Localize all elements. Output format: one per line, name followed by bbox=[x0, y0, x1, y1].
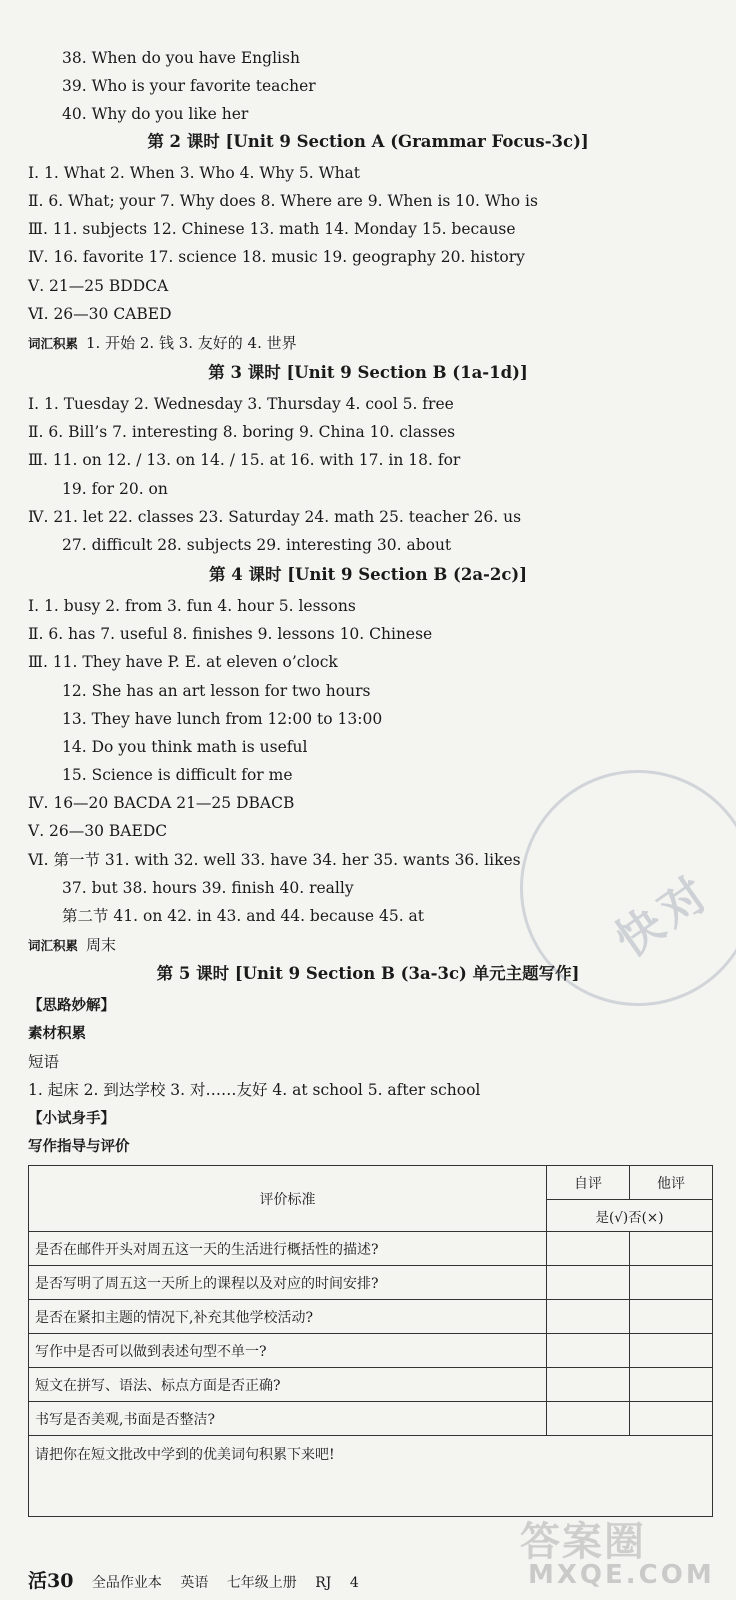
try-label: 【小试身手】 bbox=[28, 1110, 115, 1127]
stamp-text: 快对 bbox=[605, 863, 722, 968]
answer-line: 12. She has an art lesson for two hours bbox=[62, 682, 371, 700]
answer-line: 13. They have lunch from 12:00 to 13:00 bbox=[62, 710, 383, 728]
phrases-line: 1. 起床 2. 到达学校 3. 对……友好 4. at school 5. after school bbox=[28, 1081, 481, 1099]
watermark-logo: 答案圈 bbox=[520, 1518, 646, 1565]
criteria-cell: 是否写明了周五这一天所上的课程以及对应的时间安排? bbox=[29, 1266, 547, 1300]
answer-line: 39. Who is your favorite teacher bbox=[62, 77, 316, 95]
answer-line: Ⅱ. 6. has 7. useful 8. finishes 9. lessons 10. Chinese bbox=[28, 625, 433, 643]
answer-line: 19. for 20. on bbox=[62, 480, 168, 498]
phrases-label: 短语 bbox=[28, 1053, 60, 1071]
material-label: 素材积累 bbox=[28, 1025, 86, 1042]
criteria-cell: 写作中是否可以做到表述句型不单一? bbox=[29, 1334, 547, 1368]
answer-line: Ⅳ. 16. favorite 17. science 18. music 19. geography 20. history bbox=[28, 248, 525, 266]
lesson-3-heading: 第 3 课时 [Unit 9 Section B (1a-1d)] bbox=[208, 363, 528, 382]
answer-line: Ⅵ. 第一节 31. with 32. well 33. have 34. her 35. wants 36. likes bbox=[28, 851, 521, 869]
answer-line: Ⅱ. 6. What; your 7. Why does 8. Where are 9. When is 10. Who is bbox=[28, 192, 538, 210]
answer-line: 27. difficult 28. subjects 29. interesting 30. about bbox=[62, 536, 452, 554]
answer-line: Ⅳ. 16—20 BACDA 21—25 DBACB bbox=[28, 794, 295, 812]
peer-eval-cell bbox=[630, 1300, 713, 1334]
footer-item: RJ bbox=[315, 1575, 332, 1591]
page-footer bbox=[28, 1566, 373, 1593]
lesson-4-heading: 第 4 课时 [Unit 9 Section B (2a-2c)] bbox=[208, 565, 528, 584]
answer-line: Ⅵ. 26—30 CABED bbox=[28, 305, 172, 323]
peer-eval-cell bbox=[630, 1266, 713, 1300]
self-eval-cell bbox=[547, 1368, 630, 1402]
table-row bbox=[29, 1300, 713, 1334]
answer-line: Ⅴ. 21—25 BDDCA bbox=[28, 277, 169, 295]
lesson-5-heading: 第 5 课时 [Unit 9 Section B (3a-3c) 单元主题写作] bbox=[156, 964, 580, 983]
guide-label: 写作指导与评价 bbox=[28, 1138, 130, 1155]
answer-line: 第二节 41. on 42. in 43. and 44. because 45. at bbox=[62, 907, 425, 925]
self-eval-cell bbox=[547, 1266, 630, 1300]
evaluation-table bbox=[28, 1165, 713, 1517]
answer-line: 40. Why do you like her bbox=[62, 105, 249, 123]
footer-item: 七年级上册 bbox=[226, 1575, 297, 1591]
vocab-line: 词汇积累 1. 开始 2. 钱 3. 友好的 4. 世界 bbox=[28, 334, 297, 352]
peer-eval-header: 他评 bbox=[630, 1166, 713, 1200]
self-eval-cell bbox=[547, 1232, 630, 1266]
accumulate-prompt: 请把你在短文批改中学到的优美词句积累下来吧! bbox=[29, 1436, 713, 1517]
vocab-tag: 词汇积累 bbox=[28, 336, 79, 351]
criteria-cell: 书写是否美观,书面是否整洁? bbox=[29, 1402, 547, 1436]
answer-line: 14. Do you think math is useful bbox=[62, 738, 308, 756]
answer-line: Ⅴ. 26—30 BAEDC bbox=[28, 822, 168, 840]
self-eval-header: 自评 bbox=[547, 1166, 630, 1200]
answer-line: Ⅲ. 11. They have P. E. at eleven o’clock bbox=[28, 653, 338, 671]
answer-line: 15. Science is difficult for me bbox=[62, 766, 293, 784]
table-row bbox=[29, 1334, 713, 1368]
criteria-header: 评价标准 bbox=[29, 1166, 547, 1232]
table-row bbox=[29, 1266, 713, 1300]
footer-item: 英语 bbox=[180, 1575, 209, 1591]
peer-eval-cell bbox=[630, 1402, 713, 1436]
answer-line: Ⅱ. 6. Bill’s 7. interesting 8. boring 9. China 10. classes bbox=[28, 423, 456, 441]
watermark-url: MXQE.COM bbox=[528, 1560, 715, 1590]
answer-line: Ⅳ. 21. let 22. classes 23. Saturday 24. math 25. teacher 26. us bbox=[28, 508, 522, 526]
footer-item: 4 bbox=[349, 1575, 359, 1591]
criteria-cell: 是否在邮件开头对周五这一天的生活进行概括性的描述? bbox=[29, 1232, 547, 1266]
thinking-label: 【思路妙解】 bbox=[28, 997, 115, 1014]
criteria-cell: 是否在紧扣主题的情况下,补充其他学校活动? bbox=[29, 1300, 547, 1334]
answer-line: Ⅰ. 1. What 2. When 3. Who 4. Why 5. What bbox=[28, 164, 361, 182]
self-eval-cell bbox=[547, 1402, 630, 1436]
table-row bbox=[29, 1436, 713, 1517]
answer-line: 38. When do you have English bbox=[62, 49, 300, 67]
criteria-cell: 短文在拼写、语法、标点方面是否正确? bbox=[29, 1368, 547, 1402]
answer-line: Ⅰ. 1. Tuesday 2. Wednesday 3. Thursday 4. cool 5. free bbox=[28, 395, 454, 413]
answer-line: Ⅲ. 11. on 12. / 13. on 14. / 15. at 16. with 17. in 18. for bbox=[28, 451, 461, 469]
table-row bbox=[29, 1402, 713, 1436]
vocab-tag: 词汇积累 bbox=[28, 938, 79, 953]
vocab-line: 词汇积累 周末 bbox=[28, 936, 117, 954]
self-eval-cell bbox=[547, 1334, 630, 1368]
peer-eval-cell bbox=[630, 1232, 713, 1266]
self-eval-cell bbox=[547, 1300, 630, 1334]
lesson-2-heading: 第 2 课时 [Unit 9 Section A (Grammar Focus-3c)] bbox=[147, 132, 589, 151]
table-row bbox=[29, 1368, 713, 1402]
page-number: 活30 bbox=[28, 1570, 74, 1592]
answer-line: Ⅲ. 11. subjects 12. Chinese 13. math 14. Monday 15. because bbox=[28, 220, 516, 238]
yes-no-legend: 是(√)否(×) bbox=[547, 1200, 713, 1232]
peer-eval-cell bbox=[630, 1368, 713, 1402]
table-row bbox=[29, 1232, 713, 1266]
peer-eval-cell bbox=[630, 1334, 713, 1368]
answer-line: Ⅰ. 1. busy 2. from 3. fun 4. hour 5. lessons bbox=[28, 597, 356, 615]
footer-item: 全品作业本 bbox=[91, 1575, 162, 1591]
answer-line: 37. but 38. hours 39. finish 40. really bbox=[62, 879, 354, 897]
